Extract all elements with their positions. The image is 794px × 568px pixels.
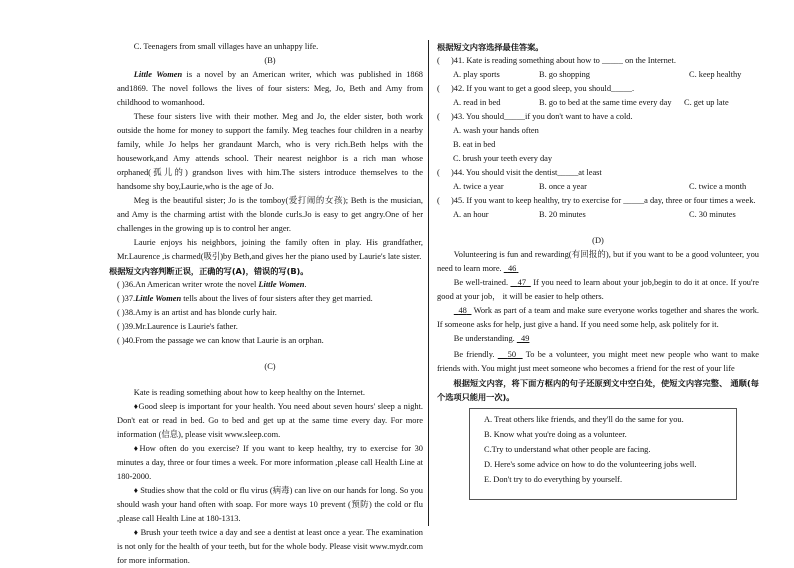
question-text: ( )36.An American writer wrote the novel (117, 280, 259, 289)
passage-c-bullets (117, 400, 423, 568)
tf-instruction: 根据短文内容判断正误，正确的写(A)，错误的写(B)。 (109, 266, 309, 276)
box-option: A. Treat others like friends, and they'll do the same for you. (484, 415, 684, 424)
blank-50 (498, 350, 523, 359)
answer-paren: ( (437, 168, 440, 177)
text: Be friendly. (453, 350, 498, 359)
tf-question (117, 306, 423, 320)
blank-46 (504, 264, 519, 273)
option: B. once a year (539, 182, 587, 191)
question-text: ( )38.Amy is an artist and has blonde curly hair. (117, 308, 277, 317)
option-c: C. Teenagers from small villages have an unhappy life. (133, 42, 319, 51)
text: Volunteering is fun and rewarding(有回报的), but if you want to be a good volunteer, you need to learn more. (437, 250, 759, 273)
question-text: ( )39.Mr.Laurence is Laurie's father. (117, 322, 238, 331)
option: A. read in bed (453, 98, 501, 107)
health-tip: ♦Good sleep is important for your health. You need about seven hours' sleep a night. Don't eat or read in bed. Go to bed and get up at the same time every day. For more information (信息), please visit www.sleep.com. (117, 402, 423, 439)
mc-questions (437, 54, 759, 222)
health-tip: ♦ Brush your teeth twice a day and see a dentist at least once a year. The examination is not only for the health of your teeth, but for the whole body. Please visit www.mydr.com for more information. (117, 528, 423, 565)
text: is a novel by an American writer, which was published in 1868 and1869. The novel follows the lives of four sisters: Meg, Jo, Beth and Amy from childhood to womanhood. (117, 70, 423, 107)
question-text: ( )40.From the passage we can know that Laurie is an orphan. (117, 336, 324, 345)
passage-b-p3: Meg is the beautiful sister; Jo is the tomboy(爱打闹的女孩); Beth is the musician, and Amy is the charming artist with the blonde curls.Jo is easy to get angry.One of her challenges in the growing up is to control her anger. (117, 196, 423, 233)
passage-b-p4: Laurie enjoys his neighbors, joining the family often in play. His grandfather, Mr.Laurence ,is charmed(吸引)by Beth,and gives her the piano used by Laurie's late sister. (117, 238, 423, 261)
passage-d-p5 (437, 348, 759, 376)
question-stem: )42. If you want to get a good sleep, you should_____. (451, 84, 635, 93)
left-column (109, 40, 423, 568)
mc-question (437, 54, 759, 68)
blank-number: 46 (507, 264, 517, 273)
book-title: Little Women (258, 280, 305, 289)
text: Be well-trained. (453, 278, 511, 287)
passage-d-p3 (437, 304, 759, 332)
answer-paren: ( (437, 196, 440, 205)
option: A. wash your hands often (453, 126, 539, 135)
option: B. 20 minutes (539, 210, 586, 219)
blank-number: 48 (458, 306, 467, 315)
answer-paren: ( (437, 84, 440, 93)
book-title: Little Women (135, 294, 182, 303)
option: A. an hour (453, 210, 489, 219)
option: C. twice a month (689, 182, 747, 191)
tf-questions (117, 278, 423, 348)
fill-instruction: 根据短文内容，将下面方框内的句子还原到文中空白处，使短文内容完整、 通顺(每个选项只能用一次)。 (437, 378, 759, 402)
option-row (437, 68, 759, 82)
blank-number: 47 (517, 278, 527, 287)
option: B. eat in bed (453, 140, 496, 149)
text: If you need to learn about your job,begin to do it at once. If you're good at your job， it will be easier to help others. (437, 278, 760, 301)
health-tip: ♦ Studies show that the cold or flu virus (病毒) can live on our hands for long. So you should wash your hand often with soap. For more ways 10 prevent (预防) the cold or flu ,please call Health Line at 180-1313. (117, 486, 423, 523)
option-row (437, 208, 759, 222)
mc-question (437, 82, 759, 96)
passage-b-p2: These four sisters live with their mother. Meg and Jo, the elder sister, both work outside the home for money to support the family. Meg teaches four children in a nearby family, while Jo helps her grandaunt March, who is very rich.Beth helps with the housework,and Amy attends school. Their nearest neighbor is a rich man whose orphaned(孤儿的) grandson lives with him.The sisters introduce themselves to the handsome shy boy,Laurie,who is the age of Jo. (117, 112, 423, 191)
question-stem: )44. You should visit the dentist_____at least (451, 168, 602, 177)
book-title: Little Women (133, 70, 183, 79)
question-text: tells about the lives of four sisters after they get married. (181, 294, 373, 303)
blank-48 (454, 306, 472, 315)
blank-number: 50 (507, 350, 517, 359)
text: To be a volunteer, you might meet new people who want to make friends with. You might just meet someone who becomes a friend for the rest of your life (437, 350, 760, 373)
answer-paren: ( (437, 112, 440, 121)
option-row (437, 180, 759, 194)
option: C. keep healthy (689, 70, 742, 79)
question-text: ( )37. (117, 294, 136, 303)
question-stem: )41. Kate is reading something about how to _____ on the Internet. (451, 56, 676, 65)
blank-49 (517, 334, 530, 343)
passage-b-p1 (117, 68, 423, 110)
right-column (437, 40, 759, 500)
option: B. go shopping (539, 70, 590, 79)
option: A. play sports (453, 70, 500, 79)
passage-c-intro: Kate is reading something about how to keep healthy on the Internet. (133, 388, 365, 397)
options-box (469, 408, 737, 500)
passage-d-p4 (437, 332, 759, 346)
mc-instruction: 根据短文内容选择最佳答案。 (437, 42, 544, 52)
question-stem: )43. You should_____if you don't want to have a cold. (451, 112, 633, 121)
option: C. 30 minutes (689, 210, 736, 219)
answer-paren: ( (437, 56, 440, 65)
box-option: D. Here's some advice on how to do the volunteering jobs well. (484, 460, 697, 469)
text: Be understanding. (453, 334, 517, 343)
box-option: C.Try to understand what other people are facing. (484, 445, 651, 454)
box-option: B. Know what you're doing as a volunteer. (484, 430, 627, 439)
column-divider (428, 40, 429, 526)
tf-question (117, 334, 423, 348)
health-tip: ♦How often do you exercise? If you want to keep healthy, try to exercise for 30 minutes a day, three or four times a week. For more information ,please call Health Line at 180-2000. (117, 444, 423, 481)
option: B. go to bed at the same time every day (539, 98, 672, 107)
mc-question (437, 110, 759, 124)
section-d-heading: (D) (592, 236, 604, 245)
passage-d-p2 (437, 276, 759, 304)
box-option: E. Don't try to do everything by yourself. (484, 475, 623, 484)
option-row (437, 96, 759, 110)
mc-question (437, 166, 759, 180)
passage-d-p1 (437, 248, 759, 276)
text: Work as part of a team and make sure everyone works together and shares the work. If someone asks for help, just give a hand. If you need some help, ask politely for it. (437, 306, 760, 329)
section-b-heading: (B) (264, 56, 276, 65)
option: A. twice a year (453, 182, 504, 191)
question-stem: )45. If you want to keep healthy, try to exercise for _____a day, three or four times a week. (451, 196, 756, 205)
tf-question (117, 292, 423, 306)
tf-question (117, 320, 423, 334)
blank-number: 49 (521, 334, 530, 343)
option: C. get up late (684, 98, 729, 107)
question-text: . (304, 280, 307, 289)
section-c-heading: (C) (264, 362, 276, 371)
blank-47 (510, 278, 530, 287)
mc-question (437, 194, 759, 208)
option: C. brush your teeth every day (453, 154, 553, 163)
tf-question (117, 278, 423, 292)
